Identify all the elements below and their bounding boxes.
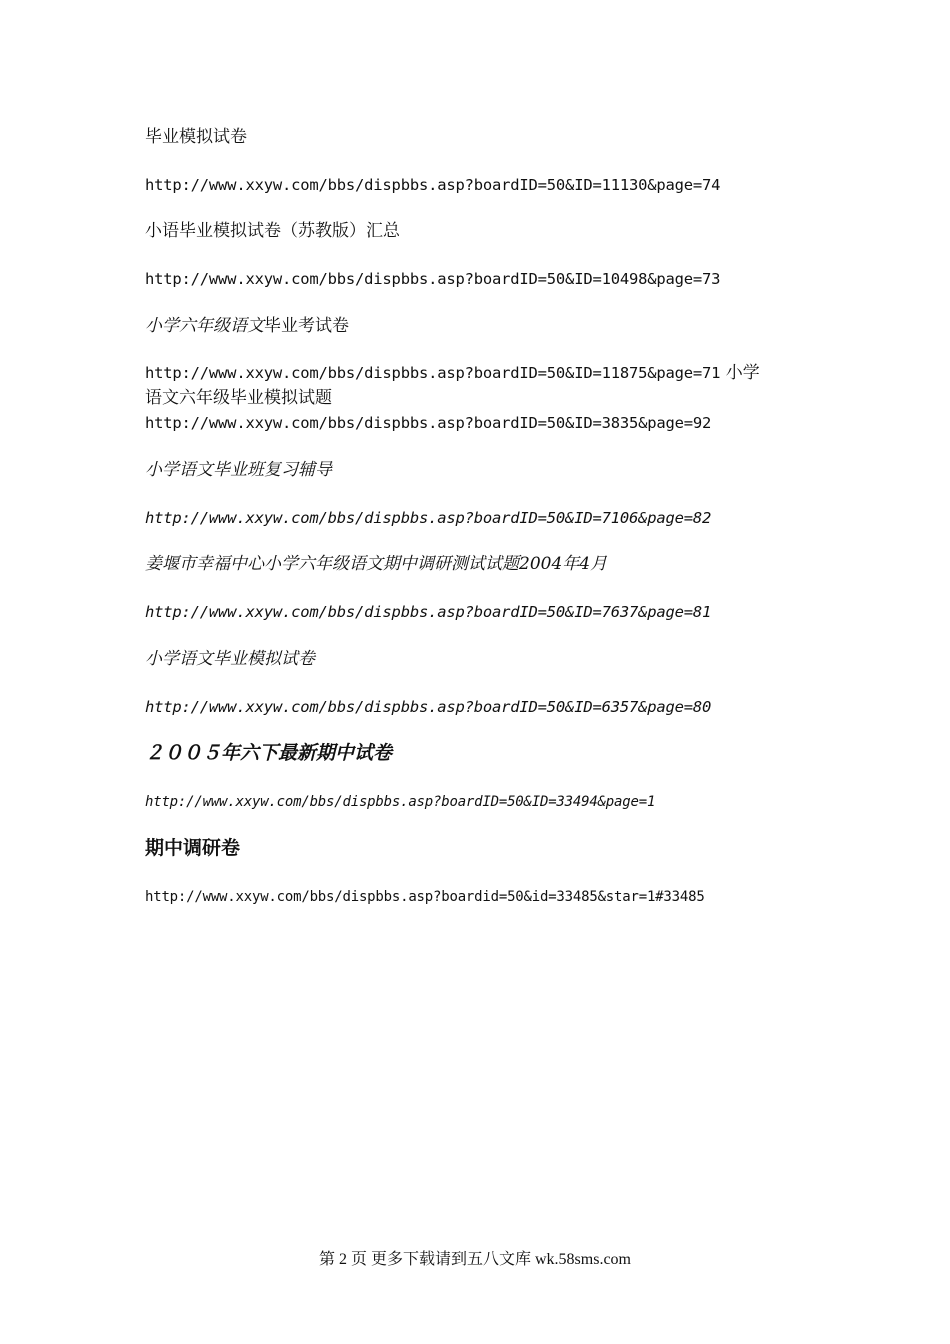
entry-heading: 期中调研卷 <box>145 837 241 859</box>
entry-title: 小学语文毕业模拟试卷 <box>145 649 315 669</box>
entry-title: 小学语文毕业班复习辅导 <box>145 460 332 480</box>
entry-link[interactable]: http://www.xxyw.com/bbs/dispbbs.asp?boardID=50&ID=33494&page=1 <box>145 794 656 810</box>
entry-heading: ２００５年六下最新期中试卷 <box>145 742 393 764</box>
entry-title: 毕业模拟试卷 <box>145 127 247 147</box>
entry-link[interactable]: http://www.xxyw.com/bbs/dispbbs.asp?boardID=50&ID=3835&page=92 <box>145 414 712 432</box>
entry-title: 姜堰市幸福中心小学六年级语文期中调研测试试题2004年4月 <box>145 554 608 574</box>
entry-link[interactable]: http://www.xxyw.com/bbs/dispbbs.asp?boardID=50&ID=6357&page=80 <box>145 698 712 716</box>
entry-link[interactable]: http://www.xxyw.com/bbs/dispbbs.asp?boardID=50&ID=7106&page=82 <box>145 509 712 527</box>
entry-title: 小语毕业模拟试卷（苏教版）汇总 <box>145 221 400 241</box>
entry-title-rest: 毕业考试卷 <box>264 316 349 336</box>
entry-link[interactable]: http://www.xxyw.com/bbs/dispbbs.asp?boardID=50&ID=7637&page=81 <box>145 603 712 621</box>
entry-link[interactable]: http://www.xxyw.com/bbs/dispbbs.asp?boardID=50&ID=10498&page=73 <box>145 270 721 288</box>
entry-link[interactable]: http://www.xxyw.com/bbs/dispbbs.asp?boardid=50&id=33485&star=1#33485 <box>145 889 705 905</box>
entry-title <box>145 315 349 337</box>
entry-link[interactable]: http://www.xxyw.com/bbs/dispbbs.asp?boardID=50&ID=11130&page=74 <box>145 176 721 194</box>
page-footer: 第 2 页 更多下载请到五八文库 wk.58sms.com <box>318 1251 631 1268</box>
entry-link-row <box>145 362 760 384</box>
entry-title: 语文六年级毕业模拟试题 <box>145 388 332 408</box>
entry-title-italic: 小学六年级语文 <box>145 316 264 336</box>
entry-trailing-text: 小学 <box>725 363 760 383</box>
entry-link[interactable]: http://www.xxyw.com/bbs/dispbbs.asp?boardID=50&ID=11875&page=71 <box>145 364 721 382</box>
